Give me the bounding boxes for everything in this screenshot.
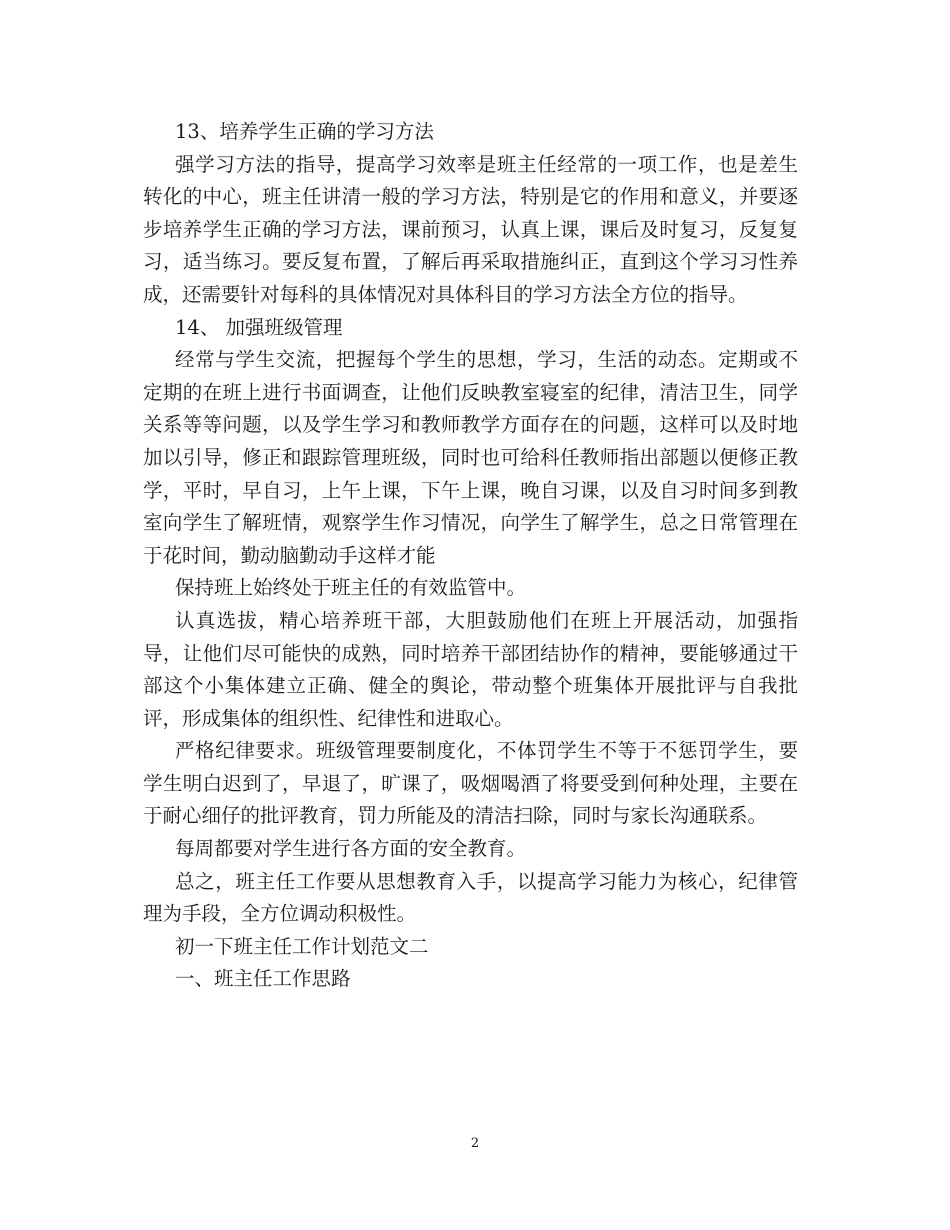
- paragraph-safety: 每周都要对学生进行各方面的安全教育。: [175, 837, 527, 861]
- paragraph-class-cadres: 认真选拔，精心培养班干部，大胆鼓励他们在班上开展活动，加强指导，让他们尽可能快的成熟，同时培养干部团结协作的精神，要能够通过干部这个小集体建立正确、健全的舆论，带动整个班集体开展批评与自我批评，形成集体的组织性、纪律性和进取心。: [143, 608, 798, 730]
- document-body: [143, 116, 798, 996]
- heading-class-management: 14、 加强班级管理: [175, 315, 343, 339]
- paragraph-summary: 总之，班主任工作要从思想教育入手，以提高学习能力为核心，纪律管理为手段，全方位调动积极性。: [143, 869, 798, 926]
- heading-sample-two: 初一下班主任工作计划范文二: [175, 934, 429, 958]
- heading-work-ideas: 一、班主任工作思路: [175, 967, 351, 991]
- paragraph-discipline: 严格纪律要求。班级管理要制度化，不体罚学生不等于不惩罚学生，要学生明白迟到了，早退了，旷课了，吸烟喝酒了将要受到何种处理，主要在于耐心细仔的批评教育，罚力所能及的清洁扫除，同时与家长沟通联系。: [143, 739, 798, 828]
- paragraph-communication: 经常与学生交流，把握每个学生的思想，学习，生活的动态。定期或不定期的在班上进行书面调查，让他们反映教室寝室的纪律，清洁卫生，同学关系等等问题，以及学生学习和教师教学方面存在的问题，这样可以及时地加以引导，修正和跟踪管理班级，同时也可给科任教师指出部题以便修正教学，平时，早自习，上午上课，下午上课，晚自习课，以及自习时间多到教室向学生了解班情，观察学生作习情况，向学生了解学生，总之日常管理在于花时间，勤动脑勤动手这样才能: [143, 348, 798, 567]
- heading-study-methods: 13、培养学生正确的学习方法: [175, 120, 434, 143]
- paragraph-study-methods: 强学习方法的指导，提高学习效率是班主任经常的一项工作，也是差生转化的中心，班主任讲清一般的学习方法，特别是它的作用和意义，并要逐步培养学生正确的学习方法，课前预习，认真上课，课后及时复习，反复复习，适当练习。要反复布置，了解后再采取措施纠正，直到这个学习习性养成，还需要针对每科的具体情况对具体科目的学习方法全方位的指导。: [143, 152, 798, 306]
- paragraph-supervision: 保持班上始终处于班主任的有效监管中。: [175, 576, 527, 600]
- page-number: 2: [470, 1136, 480, 1151]
